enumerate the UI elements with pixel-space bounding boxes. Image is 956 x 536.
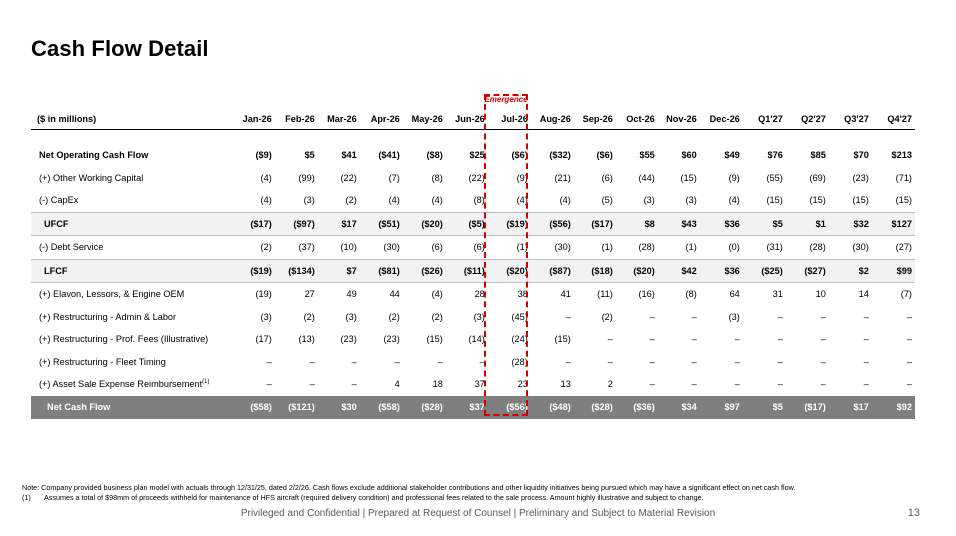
- units-label: ($ in millions): [31, 109, 234, 130]
- table-cell: $127: [872, 212, 915, 236]
- row-label: [31, 283, 234, 306]
- table-cell: –: [691, 311, 697, 322]
- table-cell: $76: [767, 150, 783, 161]
- table-cell: ($87): [531, 259, 574, 283]
- column-header: Nov-26: [658, 109, 700, 130]
- table-cell: –: [691, 356, 697, 367]
- table-cell: $5: [743, 212, 786, 236]
- table-cell: (15): [554, 334, 571, 345]
- table-cell: –: [863, 379, 869, 390]
- table-cell: (15): [766, 195, 783, 206]
- table-row: [31, 283, 915, 306]
- table-cell: –: [309, 379, 315, 390]
- table-cell: –: [351, 379, 357, 390]
- table-cell: (7): [388, 172, 400, 183]
- table-cell: (2): [431, 311, 443, 322]
- table-cell: (24): [511, 334, 528, 345]
- table-cell: (15): [680, 172, 697, 183]
- table-cell: (4): [388, 195, 400, 206]
- table-cell: ($32): [549, 150, 571, 161]
- table-cell: (15): [809, 195, 826, 206]
- table-row: [31, 189, 915, 212]
- row-label-text: (+) Elavon, Lessors, & Engine OEM: [39, 289, 185, 300]
- table-cell: ($20): [403, 212, 446, 236]
- table-cell: (4): [728, 195, 740, 206]
- table-cell: (22): [340, 172, 357, 183]
- table-cell: $49: [724, 150, 740, 161]
- column-header: Q2'27: [786, 109, 829, 130]
- table-cell: (0): [728, 242, 740, 253]
- table-cell: ($41): [378, 150, 400, 161]
- footnote-number: (1): [22, 492, 31, 502]
- table-cell: ($5): [446, 212, 488, 236]
- spacer-row: [31, 130, 915, 145]
- row-label: [31, 328, 234, 351]
- emergence-label: Emergence: [484, 95, 528, 104]
- row-label-text: (-) CapEx: [39, 195, 79, 206]
- table-cell: (99): [298, 172, 315, 183]
- row-label: [31, 396, 234, 419]
- table-cell: (55): [766, 172, 783, 183]
- table-cell: 41: [560, 289, 571, 300]
- table-cell: (3): [473, 311, 485, 322]
- table-cell: $17: [829, 396, 872, 419]
- row-label-text: (-) Debt Service: [39, 242, 104, 253]
- table-cell: –: [394, 356, 400, 367]
- table-cell: $5: [743, 396, 786, 419]
- table-cell: (9): [516, 172, 528, 183]
- table-cell: $43: [658, 212, 700, 236]
- table-cell: (28): [511, 356, 528, 367]
- table-cell: ($26): [403, 259, 446, 283]
- table-row: [31, 259, 915, 283]
- table-cell: (30): [383, 242, 400, 253]
- table-cell: (6): [473, 242, 485, 253]
- table-cell: (4): [260, 172, 272, 183]
- table-cell: (3): [345, 311, 357, 322]
- table-cell: $99: [872, 259, 915, 283]
- table-cell: $85: [810, 150, 826, 161]
- table-cell: –: [734, 379, 740, 390]
- footnote-text: Assumes a total of $98mm of proceeds withheld for maintenance of HFS aircraft (required delivery condition) and professional fees related to the sale process. Amount highly illustrative and subject to change.: [44, 492, 704, 502]
- row-label: [31, 351, 234, 374]
- table-cell: $7: [318, 259, 360, 283]
- table-cell: $37: [446, 396, 488, 419]
- row-label: [31, 236, 234, 260]
- table-cell: –: [479, 356, 485, 367]
- table-cell: (31): [766, 242, 783, 253]
- column-header: Oct-26: [616, 109, 658, 130]
- table-cell: (23): [852, 172, 869, 183]
- table-cell: –: [906, 311, 912, 322]
- table-cell: (13): [298, 334, 315, 345]
- table-cell: (5): [601, 195, 613, 206]
- table-cell: (15): [895, 195, 912, 206]
- column-header: Feb-26: [275, 109, 318, 130]
- table-cell: (6): [601, 172, 613, 183]
- column-header: Jan-26: [234, 109, 275, 130]
- column-header: Dec-26: [700, 109, 743, 130]
- table-cell: –: [820, 311, 826, 322]
- row-label: [31, 167, 234, 190]
- table-cell: –: [777, 311, 783, 322]
- table-cell: (71): [895, 172, 912, 183]
- table-cell: (10): [340, 242, 357, 253]
- row-label-text: (+) Other Working Capital: [39, 172, 144, 183]
- table-row: [31, 144, 915, 167]
- page-title: Cash Flow Detail: [31, 36, 209, 61]
- table-cell: ($8): [426, 150, 443, 161]
- table-cell: –: [351, 356, 357, 367]
- column-header: Mar-26: [318, 109, 360, 130]
- table-cell: 38: [517, 289, 528, 300]
- table-cell: 31: [772, 289, 783, 300]
- row-label-text: Net Operating Cash Flow: [39, 150, 149, 161]
- table-cell: 10: [815, 289, 826, 300]
- table-cell: 13: [560, 379, 571, 390]
- row-label: [31, 144, 234, 167]
- table-cell: (4): [516, 195, 528, 206]
- table-cell: –: [565, 311, 571, 322]
- table-cell: ($6): [596, 150, 613, 161]
- table-cell: ($9): [255, 150, 272, 161]
- table-cell: (23): [340, 334, 357, 345]
- table-cell: (11): [597, 289, 613, 300]
- table-cell: –: [777, 334, 783, 345]
- table-cell: (4): [260, 195, 272, 206]
- table-cell: –: [734, 334, 740, 345]
- table-cell: (3): [685, 195, 697, 206]
- table-cell: –: [906, 356, 912, 367]
- table-cell: 28: [474, 289, 485, 300]
- table-cell: (1): [601, 242, 613, 253]
- row-label-text: (+) Restructuring - Prof. Fees (Illustrative): [39, 334, 209, 345]
- table-cell: –: [777, 356, 783, 367]
- table-cell: (3): [303, 195, 315, 206]
- table-cell: (17): [255, 334, 272, 345]
- table-cell: (4): [431, 289, 443, 300]
- table-cell: (8): [473, 195, 485, 206]
- table-cell: (23): [383, 334, 400, 345]
- column-header: Q4'27: [872, 109, 915, 130]
- column-header: May-26: [403, 109, 446, 130]
- table-cell: ($81): [360, 259, 403, 283]
- table-cell: ($97): [275, 212, 318, 236]
- table-cell: ($121): [275, 396, 318, 419]
- table-row: [31, 236, 915, 260]
- table-header-row: [31, 109, 915, 130]
- table-cell: $30: [318, 396, 360, 419]
- table-cell: ($18): [574, 259, 616, 283]
- table-cell: (28): [638, 242, 655, 253]
- table-cell: $8: [616, 212, 658, 236]
- table-row: [31, 167, 915, 190]
- table-cell: 49: [346, 289, 357, 300]
- table-cell: $213: [891, 150, 912, 161]
- table-cell: (2): [388, 311, 400, 322]
- column-header: Jun-26: [446, 109, 488, 130]
- table-cell: $1: [786, 212, 829, 236]
- table-cell: ($20): [488, 259, 531, 283]
- table-cell: (3): [260, 311, 272, 322]
- table-cell: (1): [516, 242, 528, 253]
- table-cell: (2): [601, 311, 613, 322]
- cash-flow-table: [31, 109, 915, 419]
- table-row: [31, 351, 915, 374]
- table-cell: (6): [431, 242, 443, 253]
- table-cell: (22): [468, 172, 485, 183]
- table-cell: ($28): [574, 396, 616, 419]
- table-row: [31, 212, 915, 236]
- table-cell: $55: [639, 150, 655, 161]
- table-cell: (21): [554, 172, 571, 183]
- table-cell: $36: [700, 259, 743, 283]
- table-body: [31, 130, 915, 419]
- table-cell: ($48): [531, 396, 574, 419]
- table-cell: (37): [298, 242, 315, 253]
- table-cell: 14: [858, 289, 869, 300]
- table-cell: (30): [554, 242, 571, 253]
- table-cell: –: [906, 334, 912, 345]
- table-cell: –: [607, 334, 613, 345]
- table-cell: –: [437, 356, 443, 367]
- table-cell: (30): [852, 242, 869, 253]
- table-cell: –: [309, 356, 315, 367]
- table-cell: (14): [468, 334, 485, 345]
- column-header: Jul-26: [488, 109, 531, 130]
- table-cell: (69): [809, 172, 826, 183]
- table-cell: –: [649, 334, 655, 345]
- table-cell: ($51): [360, 212, 403, 236]
- table-cell: (28): [809, 242, 826, 253]
- table-cell: (1): [685, 242, 697, 253]
- table-cell: –: [820, 334, 826, 345]
- table-cell: 64: [729, 289, 740, 300]
- table-cell: (9): [728, 172, 740, 183]
- table-cell: ($36): [616, 396, 658, 419]
- table-cell: $34: [658, 396, 700, 419]
- table-cell: –: [649, 356, 655, 367]
- table-cell: ($25): [743, 259, 786, 283]
- column-header: Aug-26: [531, 109, 574, 130]
- table-cell: –: [820, 379, 826, 390]
- table-cell: $25: [469, 150, 485, 161]
- table-cell: (8): [431, 172, 443, 183]
- table-cell: ($17): [234, 212, 275, 236]
- table-cell: 4: [394, 379, 400, 390]
- row-label-text: (+) Restructuring - Fleet Timing: [39, 356, 166, 367]
- table-cell: (8): [685, 289, 697, 300]
- table-cell: 2: [607, 379, 613, 390]
- table-cell: (7): [900, 289, 912, 300]
- table-cell: –: [649, 311, 655, 322]
- column-header: Sep-26: [574, 109, 616, 130]
- row-label-text: (+) Restructuring - Admin & Labor: [39, 311, 177, 322]
- table-cell: –: [863, 356, 869, 367]
- column-header: Q1'27: [743, 109, 786, 130]
- table-cell: 27: [304, 289, 315, 300]
- table-cell: –: [734, 356, 740, 367]
- row-label: [31, 189, 234, 212]
- table-cell: ($6): [511, 150, 528, 161]
- table-cell: $70: [853, 150, 869, 161]
- table-cell: $92: [872, 396, 915, 419]
- table-cell: $17: [318, 212, 360, 236]
- table-cell: 44: [389, 289, 400, 300]
- note-main: Note: Company provided business plan model with actuals through 12/31/25, dated 2/2/26. Cash flows exclude additional stakeholder contributions and other liquidity initiatives being pursued which may have a significant effect on net cash flow.: [22, 483, 796, 492]
- row-label: [31, 212, 234, 236]
- table-cell: ($11): [446, 259, 488, 283]
- table-cell: ($19): [234, 259, 275, 283]
- row-label-text: LFCF: [44, 265, 68, 276]
- table-cell: ($134): [275, 259, 318, 283]
- table-cell: –: [777, 379, 783, 390]
- table-row: [31, 373, 915, 396]
- table-cell: –: [607, 356, 613, 367]
- confidentiality-footer: Privileged and Confidential | Prepared at Request of Counsel | Preliminary and Subject to Material Revision: [240, 508, 716, 519]
- table-cell: ($56): [488, 396, 531, 419]
- table-cell: ($56): [531, 212, 574, 236]
- table-cell: –: [863, 311, 869, 322]
- table-cell: $60: [681, 150, 697, 161]
- table-cell: –: [565, 356, 571, 367]
- table-cell: (2): [303, 311, 315, 322]
- page-number: 13: [907, 507, 920, 519]
- table-cell: (2): [345, 195, 357, 206]
- row-label: [31, 373, 234, 396]
- table-cell: –: [906, 379, 912, 390]
- table-cell: ($58): [234, 396, 275, 419]
- table-cell: (15): [426, 334, 443, 345]
- table-cell: (27): [895, 242, 912, 253]
- table-cell: $36: [700, 212, 743, 236]
- table-row: [31, 328, 915, 351]
- table-cell: –: [649, 379, 655, 390]
- footnote-marker: (1): [202, 379, 210, 386]
- table-cell: (3): [643, 195, 655, 206]
- table-cell: $42: [658, 259, 700, 283]
- notes-section: [22, 483, 942, 502]
- row-label: [31, 259, 234, 283]
- table-cell: ($28): [403, 396, 446, 419]
- table-cell: ($17): [574, 212, 616, 236]
- table-cell: (3): [728, 311, 740, 322]
- table-row: [31, 306, 915, 329]
- table-cell: 37: [474, 379, 485, 390]
- table-cell: (16): [638, 289, 655, 300]
- table-cell: (2): [260, 242, 272, 253]
- table-cell: ($17): [786, 396, 829, 419]
- table-cell: –: [820, 356, 826, 367]
- table-cell: $32: [829, 212, 872, 236]
- column-header: Q3'27: [829, 109, 872, 130]
- table-cell: (15): [852, 195, 869, 206]
- column-header: Apr-26: [360, 109, 403, 130]
- table-cell: –: [266, 356, 272, 367]
- table-cell: –: [266, 379, 272, 390]
- table-cell: (45): [511, 311, 528, 322]
- table-cell: ($19): [488, 212, 531, 236]
- table-cell: –: [863, 334, 869, 345]
- row-label-text: UFCF: [44, 218, 69, 229]
- table-cell: 23: [517, 379, 528, 390]
- table-cell: $5: [304, 150, 315, 161]
- table-cell: $2: [829, 259, 872, 283]
- table-cell: $97: [700, 396, 743, 419]
- table-cell: (44): [638, 172, 655, 183]
- table-cell: (19): [255, 289, 272, 300]
- row-label-text: Net Cash Flow: [47, 402, 111, 412]
- table-cell: 18: [432, 379, 443, 390]
- footnote: [22, 493, 942, 503]
- table-row: [31, 396, 915, 419]
- table-cell: ($20): [616, 259, 658, 283]
- table-cell: –: [691, 379, 697, 390]
- table-cell: –: [691, 334, 697, 345]
- table-cell: (4): [431, 195, 443, 206]
- table-cell: (4): [559, 195, 571, 206]
- table-cell: ($27): [786, 259, 829, 283]
- row-label: [31, 306, 234, 329]
- table-cell: $41: [341, 150, 357, 161]
- row-label-text: (+) Asset Sale Expense Reimbursement: [39, 379, 203, 390]
- table-cell: ($58): [360, 396, 403, 419]
